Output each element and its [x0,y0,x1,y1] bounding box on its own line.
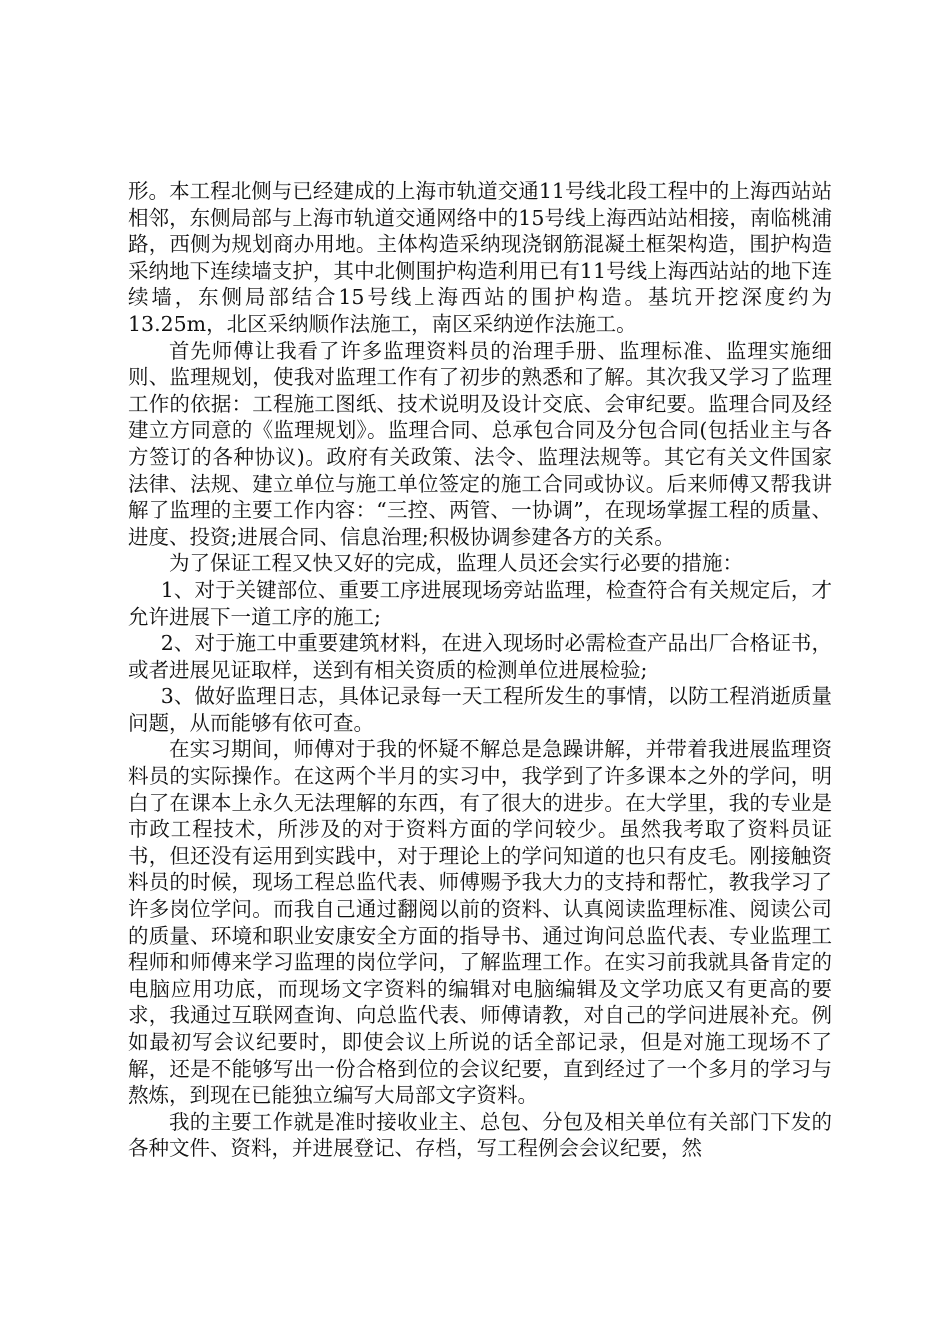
paragraph-learning-supervision: 首先师傅让我看了许多监理资料员的治理手册、监理标准、监理实施细则、监理规划，使我对监理工作有了初步的熟悉和了解。其次我又学习了监理工作的依据：工程施工图纸、技术说明及设计交底、会审纪要。监理合同及经建立方同意的《监理规划》。监理合同、总承包合同及分包合同(包括业主与各方签订的各种协议)。政府有关政策、法令、监理法规等。其它有关文件国家法律、法规、建立单位与施工单位签定的施工合同或协议。后来师傅又帮我讲解了监理的主要工作内容：“三控、两管、一协调”，在现场掌握工程的质量、进度、投资;进展合同、信息治理;积极协调参建各方的关系。 [128,338,832,549]
paragraph-measures-intro: 为了保证工程又快又好的完成，监理人员还会实行必要的措施： [169,551,743,576]
paragraph-project-overview: 形。本工程北侧与已经建成的上海市轨道交通11号线北段工程中的上海西站站相邻，东侧局部与上海市轨道交通网络中的15号线上海西站站相接，南临桃浦路，西侧为规划商办用地。主体构造采纳现浇钢筋混凝土框架构造，围护构造采纳地下连续墙支护，其中北侧围护构造利用已有11号线上海西站站的地下连续墙，东侧局部结合15号线上海西站的围护构造。基坑开挖深度约为13.25m，北区采纳顺作法施工，南区采纳逆作法施工。 [128,179,832,336]
list-item-measure-3: 3、做好监理日志，具体记录每一天工程所发生的事情，以防工程消逝质量问题，从而能够有依可查。 [128,684,832,735]
paragraph-main-work: 我的主要工作就是准时接收业主、总包、分包及相关单位有关部门下发的各种文件、资料，并进展登记、存档，写工程例会会议纪要，然 [128,1109,832,1161]
list-item-measure-1: 1、对于关键部位、重要工序进展现场旁站监理，检查符合有关规定后，才允许进展下一道工序的施工; [128,577,832,629]
paragraph-internship-experience: 在实习期间，师傅对于我的怀疑不解总是急躁讲解，并带着我进展监理资料员的实际操作。在这两个半月的实习中，我学到了许多课本之外的学问，明白了在课本上永久无法理解的东西，有了很大的进步。在大学里，我的专业是市政工程技术，所涉及的对于资料方面的学问较少。虽然我考取了资料员证书，但还没有运用到实践中，对于理论上的学问知道的也只有皮毛。刚接触资料员的时候，现场工程总监代表、师傅赐予我大力的支持和帮忙，教我学习了许多岗位学问。而我自己通过翻阅以前的资料、认真阅读监理标准、阅读公司的质量、环境和职业安康安全方面的指导书、通过询问总监代表、专业监理工程师和师傅来学习监理的岗位学问，了解监理工作。在实习前我就具备肯定的电脑应用功底，而现场文字资料的编辑对电脑编辑及文学功底又有更高的要求，我通过互联网查询、向总监代表、师傅请教，对自己的学问进展补充。例如最初写会议纪要时，即使会议上所说的话全部记录，但是对施工现场不了解，还是不能够写出一份合格到位的会议纪要，直到经过了一个多月的学习与熬炼，到现在已能独立编写大局部文字资料。 [128,737,832,1108]
list-item-measure-2: 2、对于施工中重要建筑材料，在进入现场时必需检查产品出厂合格证书，或者进展见证取样，送到有相关资质的检测单位进展检验; [128,631,832,682]
document-body [128,178,832,1162]
